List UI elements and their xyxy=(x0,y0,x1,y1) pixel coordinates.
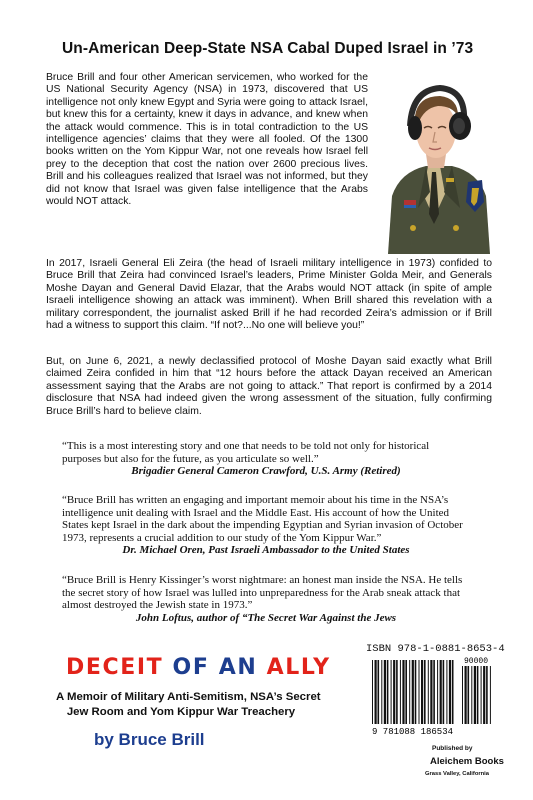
barcode-bar xyxy=(446,660,447,724)
barcode-bar xyxy=(378,660,380,724)
barcode-bar xyxy=(471,666,472,724)
isbn-barcode xyxy=(366,656,494,736)
author-byline: by Bruce Brill xyxy=(94,730,205,749)
paragraph-2: In 2017, Israeli General Eli Zeira (the head of Israeli military intelligence in 1973) confided to Bruce Brill that Zeira had convinced Israel’s leaders, Prime Minister Golda Meir, and Generals Moshe Dayan and General David Elazar, that the Arabs would NOT attack (in spite of ample Israeli intelligence showing an attack was imminent). When Brill shared this revelation with a military correspondent, the journalist asked Brill if he had recorded Zeira’s admission or if Brill had a witness to support this claim. “If not?...No one will believe you!” xyxy=(46,258,492,332)
barcode-bar xyxy=(387,660,389,724)
barcode-bar xyxy=(375,660,377,724)
endorsement-attribution: John Loftus, author of “The Secret War Against the Jews xyxy=(135,611,397,624)
subtitle-line-1: A Memoir of Military Anti-Semitism, NSA’s Secret xyxy=(56,691,321,703)
barcode-bar xyxy=(443,660,445,724)
barcode-bar xyxy=(428,660,429,724)
barcode-bar xyxy=(462,666,463,724)
intro-paragraph: Bruce Brill and four other American servicemen, who worked for the US National Security Agency (NSA) in 1973, discovered that US intelligence not only knew Egypt and Syria were going to attack Israel, but knew this for a certainty, knew it days in advance, and knew when the attack would commence. This is in total contradiction to the US intelligence agencies’ claims that they were all fooled. Of the 1300 books written on the Yom Kippur War, not one reveals how Israel fell prey to the deception that cost the nation over 2600 precious lives. Brill and his colleagues realized that Israel was not informed, but they did not know that Israel was given false intelligence that the Arabs would NOT attack. xyxy=(46,72,368,208)
intro-block xyxy=(46,72,368,208)
title-word-of: OF xyxy=(172,655,210,680)
barcode-bar xyxy=(381,660,382,724)
barcode-bar xyxy=(405,660,407,724)
endorsement-2 xyxy=(62,494,470,557)
barcode-graphic xyxy=(366,656,494,736)
barcode-bar xyxy=(449,660,451,724)
barcode-bar xyxy=(440,660,442,724)
barcode-bar xyxy=(486,666,488,724)
endorsement-quote: “Bruce Brill is Henry Kissinger’s worst nightmare: an honest man inside the NSA. He tells the secret story of how Israel was lulled into unpreparedness for the Arab sneak attack that almost destroyed the Jewish state in 1973.” xyxy=(62,574,463,612)
barcode-bar xyxy=(393,660,395,724)
endorsement-1 xyxy=(62,440,470,478)
barcode-bar xyxy=(421,660,423,724)
endorsement-3 xyxy=(62,574,470,624)
barcode-bar xyxy=(433,660,435,724)
barcode-bar xyxy=(437,660,438,724)
barcode-bar xyxy=(372,660,373,724)
book-subtitle xyxy=(56,690,321,720)
barcode-bar xyxy=(400,660,401,724)
isbn-label: ISBN 978-1-0881-8653-4 xyxy=(366,643,505,655)
barcode-digits: 9 781088 186534 xyxy=(372,727,454,736)
barcode-bar xyxy=(465,666,467,724)
endorsement-attribution: Dr. Michael Oren, Past Israeli Ambassador to the United States xyxy=(122,544,410,557)
subtitle-line-2: Jew Room and Yom Kippur War Treachery xyxy=(66,706,296,718)
barcode-bar xyxy=(415,660,417,724)
soldier-with-headphones-illustration xyxy=(382,68,490,254)
barcode-bar xyxy=(402,660,404,724)
author-photo xyxy=(382,68,490,254)
barcode-bar xyxy=(384,660,386,724)
paragraph-block-2 xyxy=(46,258,492,332)
barcode-bars-main xyxy=(372,660,454,724)
title-word-deceit: DECEIT xyxy=(66,655,164,680)
endorsement-quote: “This is a most interesting story and one that needs to be told not only for historical purposes but also for the future, as you articulate so well.” xyxy=(62,440,430,465)
barcode-bar xyxy=(409,660,410,724)
barcode-bar xyxy=(474,666,476,724)
barcode-bar xyxy=(412,660,414,724)
barcode-bar xyxy=(477,666,479,724)
barcode-bar xyxy=(481,666,482,724)
price-code: 90000 xyxy=(464,657,489,666)
publisher-name: Aleichem Books xyxy=(430,756,504,767)
barcode-bar xyxy=(424,660,426,724)
endorsement-quote: “Bruce Brill has written an engaging and important memoir about his time in the NSA’s intelligence unit dealing with Israel and the Middle East. His account of how the United States kept Israel in the dark about the impending Egyptian and Syrian invasion of October 1973, represents a crucial addition to our study of the Yom Kippur War.” xyxy=(62,494,463,544)
endorsement-attribution: Brigadier General Cameron Crawford, U.S. Army (Retired) xyxy=(131,465,401,478)
title-word-ally: ALLY xyxy=(266,655,331,680)
publisher-location: Grass Valley, California xyxy=(425,771,490,777)
barcode-bar xyxy=(483,666,485,724)
barcode-bar xyxy=(419,660,420,724)
paragraph-3: But, on June 6, 2021, a newly declassified protocol of Moshe Dayan said exactly what Brill claimed Zeira confided in him that “12 hours before the attack Dayan received an American assessment saying that the Arabs are not going to attack.” That report is confirmed by a 2014 disclosure that NSA had indeed given the wrong assessment of the situation, fully confirming Bruce Brill’s hard to believe claim. xyxy=(46,356,492,417)
barcode-bar xyxy=(396,660,398,724)
paragraph-block-3 xyxy=(46,356,492,418)
barcode-bar xyxy=(468,666,470,724)
barcode-bar xyxy=(452,660,454,724)
barcode-bar xyxy=(430,660,432,724)
barcode-bar xyxy=(391,660,392,724)
book-title xyxy=(66,655,331,680)
published-by-label: Published by xyxy=(432,745,473,752)
title-word-an: AN xyxy=(218,655,258,680)
barcode-bar xyxy=(490,666,491,724)
cover-headline: Un-American Deep-State NSA Cabal Duped Israel in ’73 xyxy=(62,40,474,57)
